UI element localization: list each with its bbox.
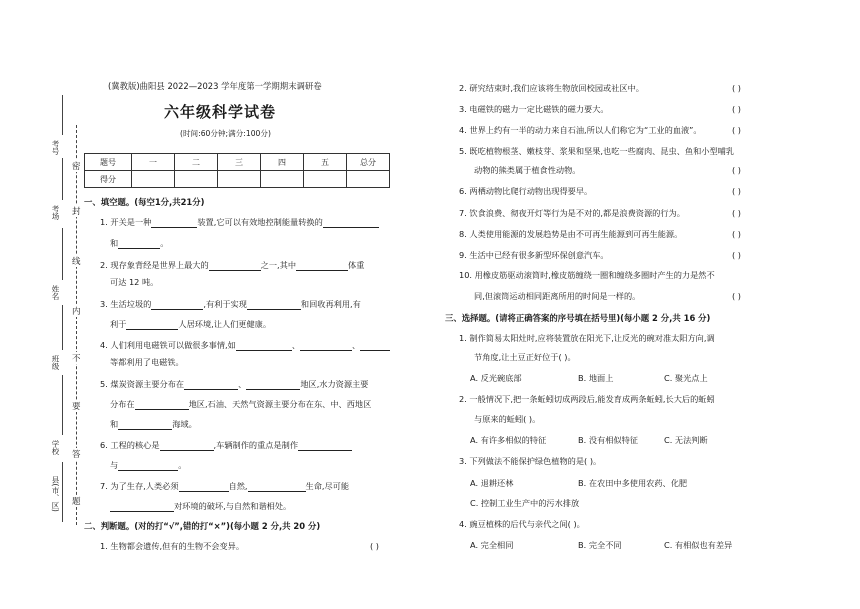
judge-question-9: 9. 生活中已经有很多新型环保创意汽车。 — [459, 250, 609, 260]
answer-blank[interactable] — [209, 260, 261, 271]
seal-dashed-line — [76, 125, 77, 525]
answer-blank[interactable] — [360, 340, 390, 351]
score-table-cell: 三 — [218, 154, 261, 171]
answer-paren[interactable]: ( ) — [732, 83, 741, 93]
answer-paren[interactable]: ( ) — [732, 104, 741, 114]
judge-question-3: 3. 电磁铁的磁力一定比磁铁的磁力要大。 — [459, 104, 609, 114]
score-table-cell: 题号 — [85, 154, 132, 171]
judge-question-7: 7. 饮食浪费、彻夜开灯等行为是不对的,都是浪费资源的行为。 — [459, 208, 685, 218]
answer-blank[interactable] — [298, 440, 352, 451]
answer-paren[interactable]: ( ) — [370, 541, 379, 551]
score-table-cell: 四 — [261, 154, 304, 171]
answer-paren[interactable]: ( ) — [732, 125, 741, 135]
judge-question-4: 4. 世界上约有一半的动力来自石油,所以人们称它为“工业的血液”。 — [459, 125, 702, 135]
answer-blank[interactable] — [118, 238, 160, 249]
section-1-title: 一、填空题。(每空1分,共21分) — [84, 197, 205, 207]
answer-blank[interactable] — [151, 217, 197, 228]
fill-question-4: 4. 人们利用电磁铁可以做很多事情,如 、 、 — [100, 339, 390, 351]
fill-question-7: 7. 为了生存,人类必须 自然, 生命,尽可能 — [100, 481, 350, 491]
fill-question-6: 6. 工程的核心是 ,车辆制作的重点是制作 — [100, 439, 352, 451]
exam-info: (时间:60分钟;满分:100分) — [180, 129, 271, 138]
choice-option-b[interactable]: B. 地面上 — [578, 373, 614, 383]
binding-line — [62, 375, 63, 435]
choice-question-4: 4. 豌豆植株的后代与亲代之间( )。 — [459, 519, 585, 529]
choice-option-c[interactable]: C. 控制工业生产中的污水排放 — [470, 498, 580, 508]
answer-paren[interactable]: ( ) — [732, 291, 741, 301]
score-table-cell: 一 — [132, 154, 175, 171]
judge-question-1: 1. 生物都会遗传,但有的生物不会变异。 — [100, 541, 245, 551]
answer-blank[interactable] — [110, 501, 174, 512]
fill-question-2: 2. 现存象背经是世界上最大的 之一,其中 体重 — [100, 260, 365, 270]
binding-line — [62, 158, 63, 200]
binding-label-exam-number: 考号 — [51, 140, 60, 155]
choice-option-b[interactable]: B. 完全不同 — [578, 540, 622, 550]
choice-option-a[interactable]: A. 退耕还林 — [470, 478, 514, 488]
section-3-title: 三、选择题。(请将正确答案的序号填在括号里)(每小题 2 分,共 16 分) — [445, 313, 711, 323]
seal-char: 内 — [72, 307, 81, 317]
seal-char: 答 — [72, 450, 81, 460]
score-table-score-row — [85, 171, 390, 188]
choice-option-b[interactable]: B. 在农田中多使用农药、化肥 — [578, 478, 688, 488]
answer-blank[interactable] — [236, 340, 292, 351]
choice-question-3: 3. 下列做法不能保护绿色植物的是( )。 — [459, 456, 602, 466]
fill-question-5-cont: 分布在 地区,石油、天然气资源主要分布在东、中、西地区 — [110, 399, 372, 409]
seal-char: 封 — [72, 207, 81, 217]
binding-label-county: 县(市、区) — [51, 476, 60, 512]
score-table-cell: 二 — [175, 154, 218, 171]
judge-question-10: 10. 用橡皮筋驱动滚筒时,橡皮筋缠绕一圈和缠绕多圈时产生的力是然不 — [459, 270, 715, 280]
judge-question-6: 6. 两栖动物比爬行动物出现得要早。 — [459, 186, 593, 196]
answer-blank[interactable] — [126, 319, 178, 330]
choice-option-a[interactable]: A. 完全相同 — [470, 540, 514, 550]
choice-option-c[interactable]: C. 无法判断 — [664, 435, 708, 445]
answer-blank[interactable] — [247, 299, 301, 310]
score-table-cell: 得分 — [85, 171, 132, 188]
exam-subtitle: (冀教版)曲阳县 2022—2023 学年度第一学期期末调研卷 — [108, 81, 322, 91]
fill-question-1: 1. 开关是一种 装置,它可以有效地控制能量转换的 — [100, 216, 379, 228]
score-input-cell[interactable] — [261, 171, 304, 188]
seal-char: 不 — [72, 354, 81, 364]
answer-paren[interactable]: ( ) — [732, 229, 741, 239]
fill-question-2-cont: 可达 12 吨。 — [110, 277, 159, 287]
score-input-cell[interactable] — [304, 171, 347, 188]
answer-paren[interactable]: ( ) — [732, 250, 741, 260]
answer-blank[interactable] — [300, 340, 352, 351]
binding-line — [62, 95, 63, 135]
answer-blank[interactable] — [160, 440, 214, 451]
answer-blank[interactable] — [135, 399, 189, 410]
fill-question-3: 3. 生活垃圾的 ,有利于实现 和回收再利用,有 — [100, 299, 361, 309]
score-table — [84, 153, 390, 188]
score-input-cell[interactable] — [218, 171, 261, 188]
seal-char: 要 — [72, 402, 81, 412]
judge-question-5-cont: 动物的熊类属于植食性动物。 — [474, 165, 581, 175]
choice-question-1-cont: 节角度,让土豆正好位于( )。 — [474, 352, 576, 362]
judge-question-8: 8. 人类使用能源的发展趋势是由不可再生能源到可再生能源。 — [459, 229, 683, 239]
score-input-cell[interactable] — [132, 171, 175, 188]
answer-blank[interactable] — [151, 299, 203, 310]
seal-char: 题 — [72, 497, 81, 507]
answer-blank[interactable] — [246, 379, 300, 390]
fill-question-7-cont: 对环境的破坏,与自然和谐相处。 — [110, 500, 291, 512]
score-input-cell[interactable] — [175, 171, 218, 188]
answer-blank[interactable] — [118, 460, 178, 471]
answer-paren[interactable]: ( ) — [732, 165, 741, 175]
binding-label-name: 姓名 — [51, 285, 60, 300]
binding-line — [62, 228, 63, 280]
seal-char: 线 — [72, 257, 81, 267]
choice-question-2-cont: 与原来的蚯蚓( )。 — [474, 414, 541, 424]
answer-blank[interactable] — [179, 481, 229, 492]
answer-paren[interactable]: ( ) — [732, 186, 741, 196]
fill-question-5-cont2: 和 海域。 — [110, 419, 197, 429]
seal-char: 密 — [72, 162, 81, 172]
binding-line — [62, 462, 63, 522]
choice-question-1: 1. 制作简易太阳灶时,应将装置放在阳光下,让反光的碗对准太阳方向,调 — [459, 333, 715, 343]
choice-option-a[interactable]: A. 反光碗底部 — [470, 373, 522, 383]
choice-option-c[interactable]: C. 聚光点上 — [664, 373, 708, 383]
score-table-cell: 五 — [304, 154, 347, 171]
choice-option-c[interactable]: C. 有相似也有差异 — [664, 540, 733, 550]
answer-blank[interactable] — [118, 419, 172, 430]
score-table-header-row — [85, 154, 390, 171]
binding-label-exam-room: 考场 — [51, 205, 60, 220]
fill-question-6-cont: 与 。 — [110, 460, 187, 470]
fill-question-4-cont: 等都利用了电磁铁。 — [110, 357, 184, 367]
answer-blank[interactable] — [296, 260, 348, 271]
answer-blank[interactable] — [323, 217, 379, 228]
binding-label-class: 班级 — [51, 355, 60, 370]
section-2-title: 二、判断题。(对的打“√”,错的打“×”)(每小题 2 分,共 20 分) — [84, 521, 321, 531]
judge-question-10-cont: 同,但滚筒运动相同距离所用的时间是一样的。 — [474, 291, 641, 301]
score-table-cell: 总分 — [347, 154, 390, 171]
fill-question-1-cont: 和 。 — [110, 238, 169, 248]
score-input-cell[interactable] — [347, 171, 390, 188]
choice-option-b[interactable]: B. 没有相似特征 — [578, 435, 638, 445]
fill-question-5: 5. 煤炭资源主要分布在 、 地区,水力资源主要 — [100, 379, 369, 389]
page-title: 六年级科学试卷 — [164, 103, 277, 121]
fill-question-3-cont: 利于 人居环境,让人们更健康。 — [110, 319, 272, 329]
answer-blank[interactable] — [248, 481, 306, 492]
choice-option-a[interactable]: A. 有许多相似的特征 — [470, 435, 547, 445]
answer-paren[interactable]: ( ) — [732, 208, 741, 218]
answer-blank[interactable] — [184, 379, 238, 390]
binding-label-school: 学校 — [51, 440, 60, 455]
judge-question-2: 2. 研究结束时,我们应该将生物放回校园或社区中。 — [459, 83, 644, 93]
judge-question-5: 5. 既吃植物根茎、嫩枝芽、浆果和坚果,也吃一些腐肉、昆虫、鱼和小型哺乳 — [459, 146, 735, 156]
binding-line — [62, 305, 63, 350]
choice-question-2: 2. 一般情况下,把一条蚯蚓切成两段后,能发育成两条蚯蚓,长大后的蚯蚓 — [459, 394, 715, 404]
